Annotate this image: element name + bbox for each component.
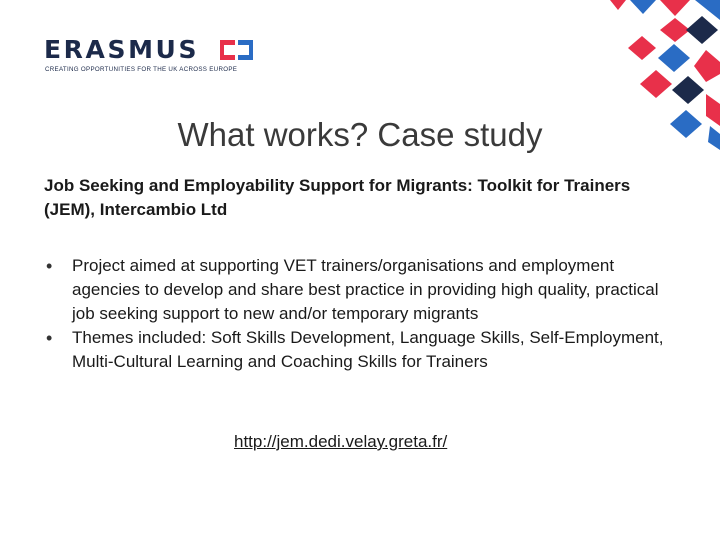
bullet-icon: • [46, 256, 53, 276]
page-title: What works? Case study [177, 116, 543, 153]
bullet-list [44, 254, 664, 374]
bullet-item [44, 326, 664, 374]
bullet-icon: • [46, 328, 53, 348]
case-study-subtitle: Job Seeking and Employability Support for Migrants: Toolkit for Trainers (JEM), Intercambio Ltd [44, 176, 631, 219]
project-link[interactable]: http://jem.dedi.velay.greta.fr/ [234, 432, 448, 451]
bullet-item [44, 254, 664, 326]
logo-tagline: CREATING OPPORTUNITIES FOR THE UK ACROSS EUROPE [45, 66, 238, 73]
erasmus-logo [44, 36, 274, 76]
bullet-text: Themes included: Soft Skills Development, Language Skills, Self-Employment, Multi-Cultural Learning and Coaching Skills for Trainers [72, 328, 664, 371]
bullet-text: Project aimed at supporting VET trainers/organisations and employment agencies to develop and share best practice in providing high quality, practical job seeking support to new and/or temporary migrants [72, 256, 659, 323]
logo-wordmark: ERASMUS [44, 35, 200, 64]
erasmus-plus-icon [220, 40, 253, 60]
